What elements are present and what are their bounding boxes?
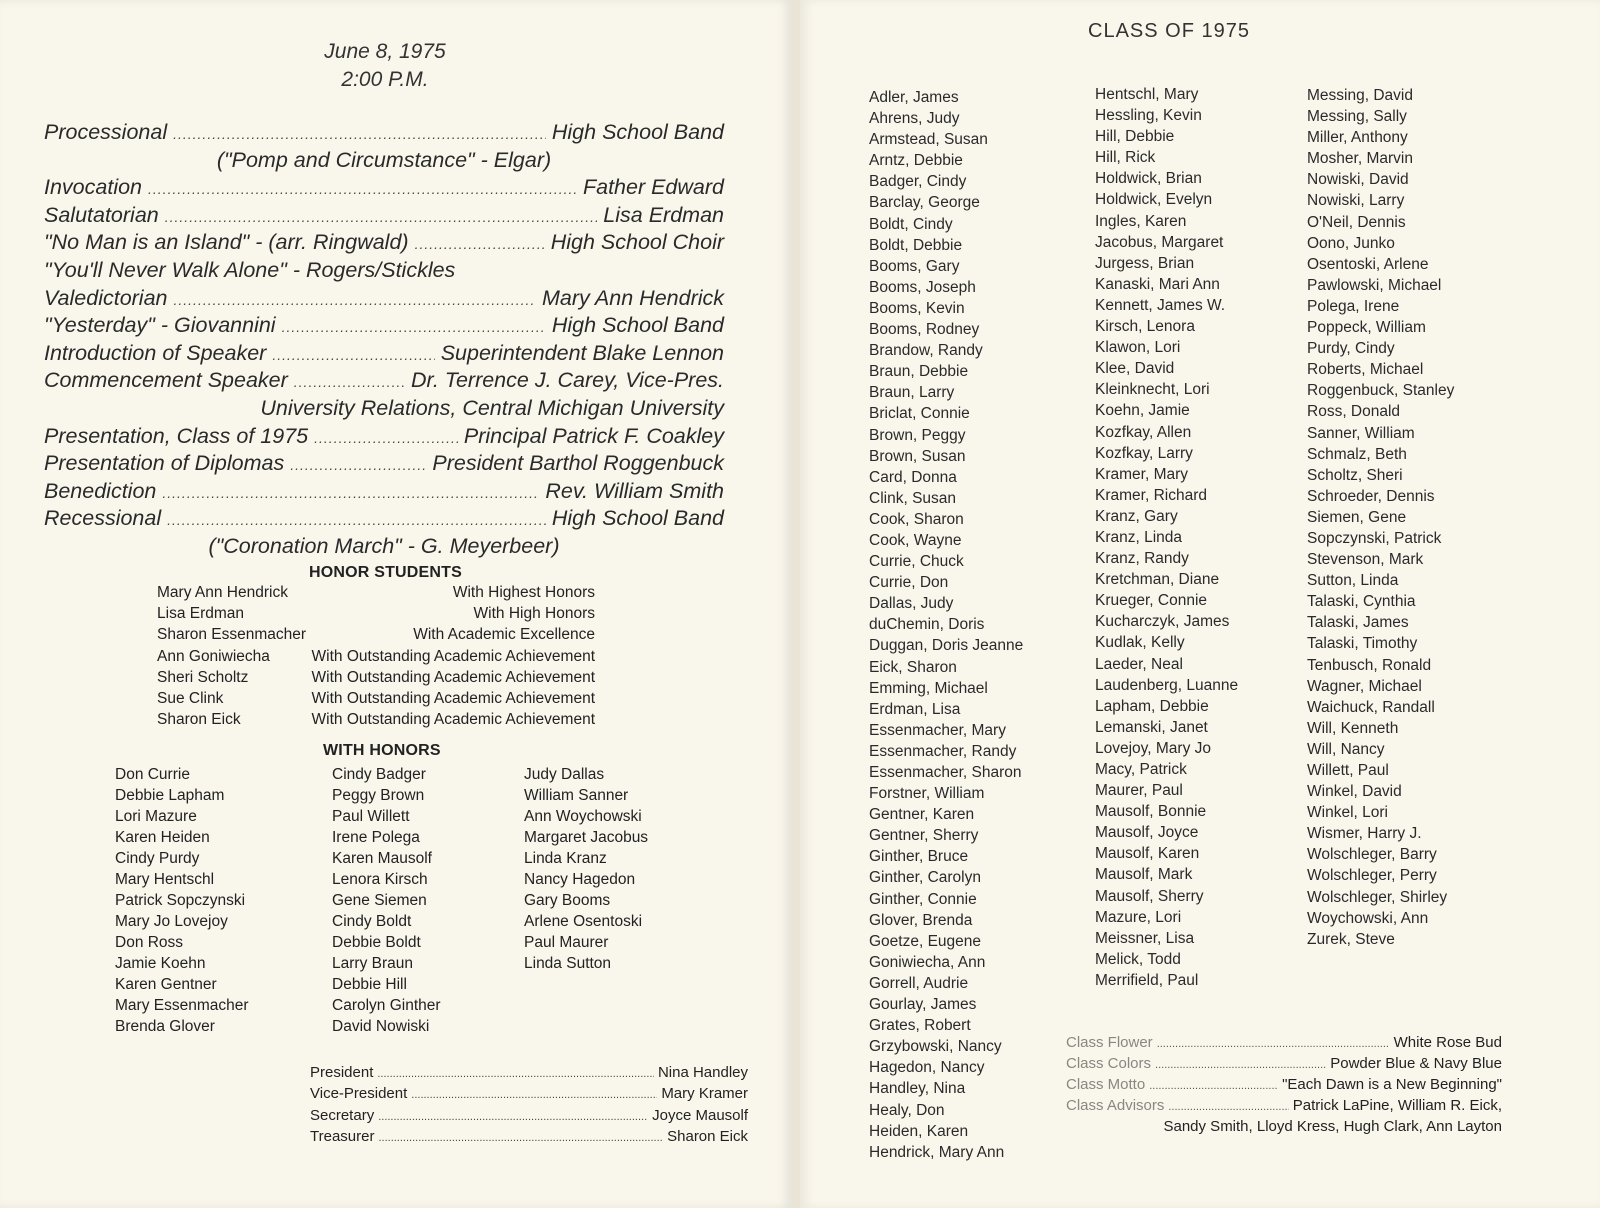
honor-student-row xyxy=(157,605,595,626)
roster-name: Sutton, Linda xyxy=(1307,572,1399,590)
roster-name: Booms, Joseph xyxy=(869,278,976,296)
roster-name: Klawon, Lori xyxy=(1095,339,1181,357)
honor-students-heading: HONOR STUDENTS xyxy=(309,564,463,581)
officer-name: Mary Kramer xyxy=(661,1085,748,1103)
roster-name: Tenbusch, Ronald xyxy=(1307,656,1432,674)
leader-dots xyxy=(377,1068,654,1080)
ceremony-date-time xyxy=(0,38,770,94)
roster-name: Boldt, Debbie xyxy=(869,236,963,254)
roster-name: Mazure, Lori xyxy=(1095,908,1182,926)
with-honors-name: Cindy Badger xyxy=(332,766,426,783)
roster-name: Brown, Peggy xyxy=(869,426,966,444)
roster-name: Hentschl, Mary xyxy=(1095,86,1199,103)
with-honors-name: Debbie Boldt xyxy=(332,934,421,951)
roster-name: Kozfkay, Larry xyxy=(1095,444,1193,462)
class-info-label: Class Colors xyxy=(1066,1055,1152,1072)
roster-name: Briclat, Connie xyxy=(869,405,970,423)
roster-name: Wismer, Harry J. xyxy=(1307,825,1422,843)
roster-name: Kramer, Mary xyxy=(1095,465,1189,483)
honor-student-distinction: With Outstanding Academic Achievement xyxy=(311,647,595,665)
class-info-value: Powder Blue & Navy Blue xyxy=(1330,1055,1502,1072)
class-info-value: White Rose Bud xyxy=(1393,1034,1502,1051)
roster-name: Handley, Nina xyxy=(869,1080,966,1098)
class-info-row xyxy=(1066,1097,1502,1118)
leader-dots xyxy=(411,1089,657,1101)
roster-name: Braun, Debbie xyxy=(869,363,969,381)
program-item-note: ("Pomp and Circumstance" - Elgar) xyxy=(216,147,552,172)
roster-name: Holdwick, Evelyn xyxy=(1095,191,1213,209)
roster-name: Willett, Paul xyxy=(1307,762,1389,779)
class-officers xyxy=(310,1064,748,1150)
roster-name: Mausolf, Bonnie xyxy=(1095,803,1207,821)
roster-name: Emming, Michael xyxy=(869,679,988,697)
leader-dots xyxy=(173,126,546,142)
officer-title: Secretary xyxy=(310,1106,375,1124)
roster-name: Klee, David xyxy=(1095,360,1175,378)
roster-name: Forstner, William xyxy=(869,785,985,803)
roster-name: Messing, David xyxy=(1307,87,1413,104)
roster-name: Melick, Todd xyxy=(1095,950,1181,968)
roster-name: Duggan, Doris Jeanne xyxy=(869,637,1024,655)
roster-name: Roggenbuck, Stanley xyxy=(1307,382,1455,400)
program-item xyxy=(44,120,724,148)
officer-row xyxy=(310,1085,748,1106)
with-honors-name: Arlene Osentoski xyxy=(524,913,643,930)
roster-name: Koehn, Jamie xyxy=(1095,402,1190,420)
roster-name: Messing, Sally xyxy=(1307,108,1407,126)
program-item-value: Mary Ann Hendrick xyxy=(541,285,724,310)
program-item-label: Presentation of Diplomas xyxy=(44,451,285,476)
roster-name: Sanner, William xyxy=(1307,424,1415,442)
roster-name: Erdman, Lisa xyxy=(869,700,961,718)
ceremony-date: June 8, 1975 xyxy=(324,40,446,63)
roster-name: Kudlak, Kelly xyxy=(1095,634,1185,652)
roster-name: Goetze, Eugene xyxy=(869,932,982,950)
program-item-label: Introduction of Speaker xyxy=(44,340,267,365)
honor-student-row xyxy=(157,690,595,711)
roster-name: Mausolf, Mark xyxy=(1095,866,1193,884)
roster-column-3 xyxy=(1307,87,1454,952)
with-honors-name: Jamie Koehn xyxy=(115,955,206,972)
roster-name: Winkel, Lori xyxy=(1307,804,1388,822)
roster-name: Scholtz, Sheri xyxy=(1307,466,1403,484)
roster-name: Krueger, Connie xyxy=(1095,592,1208,610)
with-honors-name: Ann Woychowski xyxy=(524,808,642,825)
roster-name: Oono, Junko xyxy=(1307,234,1395,252)
with-honors-name: Lenora Kirsch xyxy=(332,871,428,888)
roster-name: Dallas, Judy xyxy=(869,595,954,613)
roster-name: Ingles, Karen xyxy=(1095,212,1187,230)
with-honors-name: Debbie Hill xyxy=(332,976,407,993)
program-item xyxy=(44,313,724,341)
roster-name: Nowiski, Larry xyxy=(1307,192,1405,210)
roster-column-2 xyxy=(1095,86,1238,993)
leader-dots xyxy=(1149,1080,1278,1092)
officer-row xyxy=(310,1064,748,1085)
with-honors-name: Gary Booms xyxy=(524,892,611,909)
with-honors-name: William Sanner xyxy=(524,787,629,804)
roster-name: Adler, James xyxy=(869,89,959,106)
roster-name: Clink, Susan xyxy=(869,489,957,507)
roster-name: Gentner, Sherry xyxy=(869,827,979,845)
roster-name: Card, Donna xyxy=(869,468,957,486)
with-honors-name: Larry Braun xyxy=(332,955,413,972)
roster-name: Lapham, Debbie xyxy=(1095,697,1209,715)
ceremony-time: 2:00 P.M. xyxy=(341,68,429,91)
roster-name: Holdwick, Brian xyxy=(1095,170,1202,188)
roster-name: Barclay, George xyxy=(869,194,980,212)
roster-name: Booms, Rodney xyxy=(869,321,980,339)
class-advisors-continued: Sandy Smith, Lloyd Kress, Hugh Clark, Ann Layton xyxy=(1163,1118,1502,1135)
leader-dots xyxy=(174,292,536,308)
program-item-value: High School Band xyxy=(551,120,724,144)
roster-name: Kranz, Gary xyxy=(1095,507,1178,525)
program-item-value: High School Band xyxy=(551,506,724,531)
roster-name: Armstead, Susan xyxy=(869,131,988,149)
leader-dots xyxy=(378,1111,648,1123)
with-honors-name: Don Currie xyxy=(115,766,190,783)
roster-name: Will, Nancy xyxy=(1307,740,1385,758)
honor-student-name: Sharon Eick xyxy=(157,711,241,729)
program-item-label: "No Man is an Island" - (arr. Ringwald) xyxy=(44,230,409,255)
roster-name: Nowiski, David xyxy=(1307,171,1409,189)
officer-row xyxy=(310,1107,748,1128)
honor-student-row xyxy=(157,648,595,669)
with-honors-name: Don Ross xyxy=(115,934,184,951)
leader-dots xyxy=(378,1132,663,1144)
roster-name: Laeder, Neal xyxy=(1095,655,1183,673)
officer-name: Nina Handley xyxy=(657,1064,748,1081)
roster-name: Winkel, David xyxy=(1307,783,1402,801)
with-honors-name: Irene Polega xyxy=(332,829,420,846)
roster-name: Osentoski, Arlene xyxy=(1307,255,1429,273)
honor-student-row xyxy=(157,711,595,732)
roster-name: Goniwiecha, Ann xyxy=(869,953,986,971)
with-honors-name: Mary Jo Lovejoy xyxy=(115,913,228,930)
honor-student-name: Sheri Scholtz xyxy=(157,668,249,686)
honor-student-row xyxy=(157,626,595,647)
officer-name: Joyce Mausolf xyxy=(652,1106,748,1124)
with-honors-name: Karen Gentner xyxy=(115,976,217,993)
roster-name: Roberts, Michael xyxy=(1307,361,1424,379)
roster-name: Gourlay, James xyxy=(869,996,977,1014)
with-honors-name: Patrick Sopczynski xyxy=(115,892,246,909)
roster-name: Glover, Brenda xyxy=(869,911,973,929)
roster-name: Mausolf, Sherry xyxy=(1095,887,1204,905)
roster-name: Healy, Don xyxy=(869,1101,945,1119)
with-honors-name: Peggy Brown xyxy=(332,787,425,804)
with-honors-name: Debbie Lapham xyxy=(115,787,225,804)
program-item-label: "Yesterday" - Giovannini xyxy=(44,313,276,338)
program-item-value: High School Band xyxy=(551,313,724,338)
program-item-label: Commencement Speaker xyxy=(44,368,288,393)
roster-name: Kretchman, Diane xyxy=(1095,571,1220,589)
leader-dots xyxy=(272,347,434,363)
class-info-label: Class Flower xyxy=(1066,1034,1153,1051)
roster-name: Lovejoy, Mary Jo xyxy=(1095,739,1212,757)
roster-name: Cook, Sharon xyxy=(869,510,964,528)
program-order xyxy=(44,120,724,562)
program-item-value: Rev. William Smith xyxy=(545,478,724,503)
officer-row xyxy=(310,1128,748,1149)
roster-name: Brown, Susan xyxy=(869,447,966,465)
roster-name: Stevenson, Mark xyxy=(1307,551,1424,569)
roster-name: Braun, Larry xyxy=(869,384,955,402)
roster-name: Kirsch, Lenora xyxy=(1095,318,1195,336)
leader-dots xyxy=(165,209,598,225)
roster-name: Wolschleger, Perry xyxy=(1307,867,1437,885)
program-item-value: Superintendent Blake Lennon xyxy=(440,340,724,365)
program-item-value: Lisa Erdman xyxy=(603,202,724,227)
with-honors-name: Carolyn Ginther xyxy=(332,997,441,1014)
roster-name: Ross, Donald xyxy=(1307,403,1401,421)
leader-dots xyxy=(290,457,426,473)
roster-name: Grzybowski, Nancy xyxy=(869,1038,1002,1056)
roster-name: Badger, Cindy xyxy=(869,173,967,191)
roster-name: Gorrell, Audrie xyxy=(869,974,969,992)
program-item xyxy=(44,203,724,231)
program-item xyxy=(44,451,724,479)
program-item-label: Benediction xyxy=(44,478,157,503)
roster-name: Kleinknecht, Lori xyxy=(1095,381,1210,399)
roster-name: Kramer, Richard xyxy=(1095,486,1207,504)
with-honors-name: Cindy Boldt xyxy=(332,913,412,930)
program-page xyxy=(0,0,792,1208)
honor-student-name: Mary Ann Hendrick xyxy=(157,584,288,601)
with-honors-name: Judy Dallas xyxy=(524,766,605,783)
roster-name: Ahrens, Judy xyxy=(869,110,960,128)
roster-name: Merrifield, Paul xyxy=(1095,971,1199,989)
leader-dots xyxy=(1157,1038,1390,1050)
with-honors-name: David Nowiski xyxy=(332,1018,430,1035)
roster-name: Ginther, Connie xyxy=(869,890,977,908)
roster-name: Siemen, Gene xyxy=(1307,508,1407,526)
class-title: CLASS OF 1975 xyxy=(1088,20,1250,42)
roster-name: Currie, Chuck xyxy=(869,553,964,571)
roster-name: Waichuck, Randall xyxy=(1307,698,1435,716)
roster-name: Miller, Anthony xyxy=(1307,129,1408,147)
officer-name: Sharon Eick xyxy=(667,1128,748,1146)
with-honors-name: Margaret Jacobus xyxy=(524,829,649,846)
with-honors-column-1 xyxy=(115,766,249,1039)
roster-name: Arntz, Debbie xyxy=(869,152,963,170)
with-honors-name: Paul Maurer xyxy=(524,934,609,951)
with-honors-name: Linda Kranz xyxy=(524,850,607,867)
roster-name: Jurgess, Brian xyxy=(1095,254,1195,272)
leader-dots xyxy=(1168,1101,1288,1113)
roster-name: O'Neil, Dennis xyxy=(1307,213,1406,231)
roster-name: Grates, Robert xyxy=(869,1017,971,1035)
roster-name: Ginther, Bruce xyxy=(869,848,969,866)
roster-name: Schroeder, Dennis xyxy=(1307,487,1435,505)
leader-dots xyxy=(282,319,546,335)
roster-name: Brandow, Randy xyxy=(869,342,983,360)
roster-name: Essenmacher, Mary xyxy=(869,721,1006,739)
class-info-row xyxy=(1066,1034,1502,1055)
roster-name: Schmalz, Beth xyxy=(1307,445,1407,463)
leader-dots xyxy=(1155,1059,1326,1071)
roster-name: Talaski, Timothy xyxy=(1307,635,1418,653)
roster-name: Currie, Don xyxy=(869,574,949,592)
honor-students-table xyxy=(157,584,595,732)
program-item-value: High School Choir xyxy=(550,230,724,255)
roster-name: Purdy, Cindy xyxy=(1307,340,1395,358)
roster-name: Woychowski, Ann xyxy=(1307,909,1429,927)
roster-name: Jacobus, Margaret xyxy=(1095,233,1224,251)
roster-name: Cook, Wayne xyxy=(869,531,962,549)
roster-name: Maurer, Paul xyxy=(1095,782,1183,800)
program-item xyxy=(44,286,724,314)
program-item-note: "You'll Never Walk Alone" - Rogers/Stickles xyxy=(44,257,456,282)
roster-name: Kranz, Linda xyxy=(1095,528,1183,546)
roster-name: Heiden, Karen xyxy=(869,1122,969,1140)
officer-title: President xyxy=(310,1064,374,1081)
class-info-value: Patrick LaPine, William R. Eick, xyxy=(1292,1097,1502,1114)
roster-name: Wagner, Michael xyxy=(1307,677,1422,695)
with-honors-name: Karen Mausolf xyxy=(332,850,432,867)
honor-student-name: Ann Goniwiecha xyxy=(157,647,270,665)
program-item xyxy=(44,230,724,258)
roster-name: Mosher, Marvin xyxy=(1307,150,1413,168)
class-info-row xyxy=(1066,1055,1502,1076)
honor-student-distinction: With Outstanding Academic Achievement xyxy=(311,711,595,729)
roster-name: Kozfkay, Allen xyxy=(1095,423,1192,441)
roster-name: Essenmacher, Sharon xyxy=(869,764,1022,781)
leader-dots xyxy=(294,374,405,390)
honor-student-distinction: With Academic Excellence xyxy=(413,626,595,644)
program-item xyxy=(44,506,724,534)
roster-name: Gentner, Karen xyxy=(869,806,975,824)
officer-title: Vice-President xyxy=(310,1085,408,1103)
with-honors-name: Paul Willett xyxy=(332,808,410,825)
roster-name: Booms, Gary xyxy=(869,257,960,275)
with-honors-name: Mary Essenmacher xyxy=(115,997,249,1014)
with-honors-name: Lori Mazure xyxy=(115,808,197,825)
program-item-value: President Barthol Roggenbuck xyxy=(432,451,724,476)
class-info-label: Class Motto xyxy=(1066,1076,1146,1093)
roster-name: Meissner, Lisa xyxy=(1095,929,1195,947)
roster-name: Kucharczyk, James xyxy=(1095,613,1230,631)
program-item-note: ("Coronation March" - G. Meyerbeer) xyxy=(208,533,560,558)
leader-dots xyxy=(162,485,539,501)
roster-name: Mausolf, Karen xyxy=(1095,845,1200,863)
program-item xyxy=(44,368,724,396)
roster-column-1 xyxy=(869,89,1023,1165)
honor-student-name: Lisa Erdman xyxy=(157,605,245,623)
roster-name: Wolschleger, Shirley xyxy=(1307,888,1448,906)
roster-name: Zurek, Steve xyxy=(1307,930,1395,948)
program-item xyxy=(44,424,724,452)
honor-student-row xyxy=(157,584,595,605)
honor-student-row xyxy=(157,669,595,690)
class-info-value: "Each Dawn is a New Beginning" xyxy=(1282,1076,1502,1093)
roster-name: duChemin, Doris xyxy=(869,616,985,634)
program-item-note: University Relations, Central Michigan University xyxy=(260,395,724,420)
leader-dots xyxy=(167,512,546,528)
program-item-value: Father Edward xyxy=(582,175,724,200)
roster-name: Poppeck, William xyxy=(1307,319,1426,337)
program-item-label: Salutatorian xyxy=(44,202,159,227)
roster-name: Kranz, Randy xyxy=(1095,550,1189,568)
roster-name: Hill, Rick xyxy=(1095,149,1156,167)
leader-dots xyxy=(314,430,458,446)
roster-name: Will, Kenneth xyxy=(1307,719,1399,737)
roster-name: Booms, Kevin xyxy=(869,299,965,317)
roster-name: Lemanski, Janet xyxy=(1095,718,1208,736)
honor-student-distinction: With Outstanding Academic Achievement xyxy=(311,689,595,707)
class-info xyxy=(1066,1034,1502,1139)
program-item-value: Dr. Terrence J. Carey, Vice-Pres. xyxy=(410,368,724,393)
class-info-label: Class Advisors xyxy=(1066,1097,1165,1114)
honor-student-distinction: With Outstanding Academic Achievement xyxy=(311,668,595,686)
program-item-label: Invocation xyxy=(44,175,143,200)
roster-name: Ginther, Carolyn xyxy=(869,869,981,887)
class-info-row xyxy=(1066,1076,1502,1097)
with-honors-heading: WITH HONORS xyxy=(323,742,441,759)
program-item xyxy=(44,479,724,507)
officer-title: Treasurer xyxy=(310,1128,375,1146)
with-honors-name: Brenda Glover xyxy=(115,1018,215,1035)
roster-name: Talaski, James xyxy=(1307,614,1409,632)
roster-name: Macy, Patrick xyxy=(1095,761,1187,778)
roster-name: Boldt, Cindy xyxy=(869,215,953,233)
roster-name: Hessling, Kevin xyxy=(1095,107,1202,125)
roster-name: Kanaski, Mari Ann xyxy=(1095,275,1220,293)
roster-name: Hagedon, Nancy xyxy=(869,1059,985,1077)
with-honors-column-2 xyxy=(332,766,441,1039)
roster-name: Pawlowski, Michael xyxy=(1307,276,1442,294)
roster-name: Eick, Sharon xyxy=(869,658,957,676)
program-item xyxy=(44,341,724,369)
roster-name: Hill, Debbie xyxy=(1095,128,1175,146)
roster-name: Mausolf, Joyce xyxy=(1095,824,1199,842)
with-honors-name: Mary Hentschl xyxy=(115,871,215,888)
roster-name: Wolschleger, Barry xyxy=(1307,846,1437,864)
roster-name: Sopczynski, Patrick xyxy=(1307,529,1442,547)
with-honors-name: Cindy Purdy xyxy=(115,850,200,867)
program-item-label: Valedictorian xyxy=(44,285,168,310)
program-item xyxy=(44,175,724,203)
with-honors-name: Karen Heiden xyxy=(115,829,210,846)
leader-dots xyxy=(415,236,545,252)
program-item-label: Recessional xyxy=(44,506,162,531)
roster-name: Hendrick, Mary Ann xyxy=(869,1143,1005,1161)
honor-student-distinction: With Highest Honors xyxy=(452,584,595,601)
program-item-label: Presentation, Class of 1975 xyxy=(44,423,309,448)
with-honors-name: Gene Siemen xyxy=(332,892,427,909)
honor-student-name: Sharon Essenmacher xyxy=(157,626,307,644)
with-honors-column-3 xyxy=(524,766,648,976)
roster-name: Talaski, Cynthia xyxy=(1307,593,1416,611)
program-item-label: Processional xyxy=(44,120,168,144)
with-honors-name: Linda Sutton xyxy=(524,955,612,972)
roster-name: Kennett, James W. xyxy=(1095,296,1226,314)
program-item-value: Principal Patrick F. Coakley xyxy=(463,423,724,448)
roster-name: Laudenberg, Luanne xyxy=(1095,676,1239,694)
with-honors-name: Nancy Hagedon xyxy=(524,871,636,888)
leader-dots xyxy=(148,181,577,197)
honor-student-name: Sue Clink xyxy=(157,689,224,707)
honor-student-distinction: With High Honors xyxy=(473,605,595,623)
roster-name: Essenmacher, Randy xyxy=(869,742,1017,760)
roster-name: Polega, Irene xyxy=(1307,297,1400,315)
